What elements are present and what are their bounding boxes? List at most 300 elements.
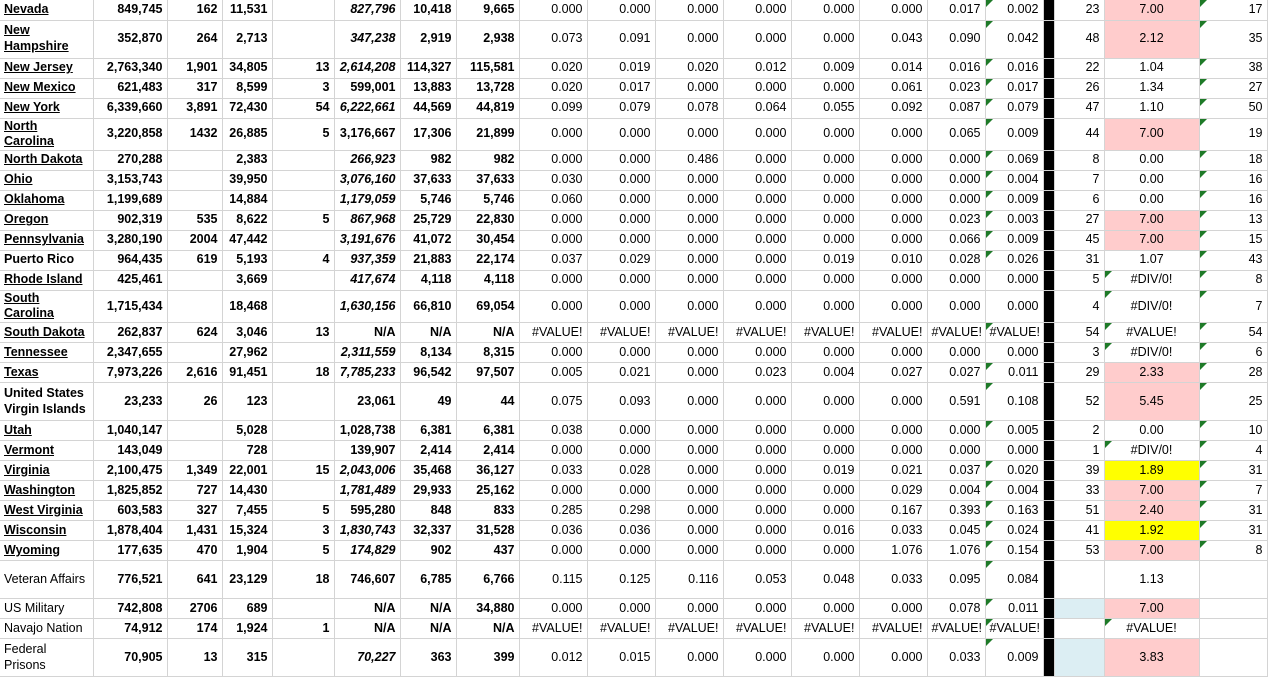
rate-cell-4[interactable]: 0.000	[723, 501, 791, 521]
rate-cell-3[interactable]: 0.000	[655, 441, 723, 461]
rank2-cell[interactable]: 19	[1199, 118, 1267, 150]
rate-cell-3[interactable]: 0.000	[655, 599, 723, 619]
value-cell-e[interactable]: 266,923	[334, 150, 400, 170]
rate-cell-2[interactable]: 0.000	[587, 150, 655, 170]
rank-cell[interactable]: 47	[1054, 98, 1104, 118]
value-cell-b[interactable]	[167, 421, 222, 441]
rate-cell-1[interactable]: 0.033	[519, 461, 587, 481]
jurisdiction-link[interactable]: New Mexico	[4, 80, 76, 95]
jurisdiction-name-cell[interactable]	[0, 78, 93, 98]
rate-cell-4[interactable]: 0.000	[723, 343, 791, 363]
value-cell-e[interactable]: 599,001	[334, 78, 400, 98]
rate-cell-5[interactable]: 0.000	[791, 270, 859, 290]
rate-cell-7[interactable]: 0.066	[927, 230, 985, 250]
rate-cell-4[interactable]: 0.000	[723, 190, 791, 210]
rate-cell-2[interactable]: 0.028	[587, 461, 655, 481]
rank-cell[interactable]: 2	[1054, 421, 1104, 441]
jurisdiction-name-cell[interactable]	[0, 270, 93, 290]
rate-cell-4[interactable]: 0.000	[723, 521, 791, 541]
rate-cell-3[interactable]: 0.000	[655, 170, 723, 190]
total-tests-cell[interactable]: 270,288	[93, 150, 167, 170]
jurisdiction-link[interactable]: South Dakota	[4, 324, 85, 339]
value-cell-g[interactable]: 44,819	[456, 98, 519, 118]
total-tests-cell[interactable]: 603,583	[93, 501, 167, 521]
rate-cell-8[interactable]: 0.004	[985, 481, 1043, 501]
total-tests-cell[interactable]: 7,973,226	[93, 363, 167, 383]
jurisdiction-link[interactable]: New Hampshire	[4, 23, 69, 53]
rate-cell-1[interactable]: 0.000	[519, 441, 587, 461]
rate-cell-4[interactable]: 0.064	[723, 98, 791, 118]
rate-cell-6[interactable]: 0.000	[859, 599, 927, 619]
rate-cell-3[interactable]: 0.000	[655, 501, 723, 521]
value-cell-f[interactable]: 29,933	[400, 481, 456, 501]
rate-cell-6[interactable]: 0.000	[859, 383, 927, 421]
rank2-cell[interactable]: 16	[1199, 190, 1267, 210]
rate-cell-2[interactable]: 0.298	[587, 501, 655, 521]
jurisdiction-name-cell[interactable]	[0, 441, 93, 461]
value-cell-d[interactable]	[272, 481, 334, 501]
score-cell[interactable]: #DIV/0!	[1104, 343, 1199, 363]
value-cell-e[interactable]: 7,785,233	[334, 363, 400, 383]
rate-cell-6[interactable]: 0.061	[859, 78, 927, 98]
rate-cell-4[interactable]: #VALUE!	[723, 323, 791, 343]
rank-cell[interactable]: 7	[1054, 170, 1104, 190]
rate-cell-3[interactable]: 0.000	[655, 20, 723, 58]
rate-cell-2[interactable]: 0.091	[587, 20, 655, 58]
value-cell-d[interactable]: 4	[272, 250, 334, 270]
rate-cell-8[interactable]: 0.011	[985, 599, 1043, 619]
table-row[interactable]	[0, 501, 1267, 521]
value-cell-d[interactable]	[272, 230, 334, 250]
rank2-cell[interactable]: 10	[1199, 421, 1267, 441]
rate-cell-3[interactable]: 0.000	[655, 250, 723, 270]
rank-cell[interactable]: 33	[1054, 481, 1104, 501]
rate-cell-7[interactable]: 0.037	[927, 461, 985, 481]
rate-cell-1[interactable]: 0.020	[519, 78, 587, 98]
value-cell-d[interactable]	[272, 170, 334, 190]
rate-cell-8[interactable]: 0.000	[985, 290, 1043, 322]
rank-cell[interactable]: 22	[1054, 58, 1104, 78]
value-cell-e[interactable]: N/A	[334, 323, 400, 343]
total-tests-cell[interactable]: 2,347,655	[93, 343, 167, 363]
score-cell[interactable]: 1.34	[1104, 78, 1199, 98]
rate-cell-8[interactable]: 0.026	[985, 250, 1043, 270]
rate-cell-2[interactable]: 0.021	[587, 363, 655, 383]
rank-cell[interactable]	[1054, 619, 1104, 639]
rank-cell[interactable]: 48	[1054, 20, 1104, 58]
rate-cell-6[interactable]: #VALUE!	[859, 619, 927, 639]
value-cell-c[interactable]: 8,599	[222, 78, 272, 98]
rate-cell-6[interactable]: 0.000	[859, 150, 927, 170]
score-cell[interactable]: 0.00	[1104, 190, 1199, 210]
table-row[interactable]	[0, 250, 1267, 270]
rate-cell-5[interactable]: 0.000	[791, 118, 859, 150]
rate-cell-7[interactable]: 0.017	[927, 0, 985, 20]
rate-cell-5[interactable]: 0.000	[791, 150, 859, 170]
rate-cell-8[interactable]: 0.154	[985, 541, 1043, 561]
rate-cell-4[interactable]: 0.000	[723, 541, 791, 561]
total-tests-cell[interactable]: 1,878,404	[93, 521, 167, 541]
rate-cell-2[interactable]: 0.015	[587, 639, 655, 677]
rate-cell-2[interactable]: 0.093	[587, 383, 655, 421]
rate-cell-8[interactable]: #VALUE!	[985, 323, 1043, 343]
rate-cell-1[interactable]: 0.030	[519, 170, 587, 190]
rate-cell-5[interactable]: 0.000	[791, 421, 859, 441]
rate-cell-4[interactable]: 0.000	[723, 639, 791, 677]
value-cell-f[interactable]: 5,746	[400, 190, 456, 210]
value-cell-d[interactable]	[272, 270, 334, 290]
value-cell-d[interactable]	[272, 290, 334, 322]
jurisdiction-name-cell[interactable]	[0, 481, 93, 501]
value-cell-c[interactable]: 2,713	[222, 20, 272, 58]
rate-cell-4[interactable]: 0.000	[723, 270, 791, 290]
rate-cell-1[interactable]: 0.000	[519, 230, 587, 250]
rank2-cell[interactable]	[1199, 599, 1267, 619]
jurisdiction-name-cell[interactable]	[0, 250, 93, 270]
jurisdiction-link[interactable]: Washington	[4, 482, 76, 497]
value-cell-g[interactable]: 6,381	[456, 421, 519, 441]
value-cell-b[interactable]: 2706	[167, 599, 222, 619]
rank2-cell[interactable]: 16	[1199, 170, 1267, 190]
total-tests-cell[interactable]: 74,912	[93, 619, 167, 639]
table-row[interactable]	[0, 461, 1267, 481]
value-cell-g[interactable]: 34,880	[456, 599, 519, 619]
score-cell[interactable]: #DIV/0!	[1104, 270, 1199, 290]
value-cell-e[interactable]: 174,829	[334, 541, 400, 561]
rate-cell-5[interactable]: 0.000	[791, 599, 859, 619]
rank2-cell[interactable]: 28	[1199, 363, 1267, 383]
value-cell-g[interactable]: 833	[456, 501, 519, 521]
jurisdiction-link[interactable]: Nevada	[4, 1, 49, 16]
value-cell-e[interactable]: 827,796	[334, 0, 400, 20]
value-cell-f[interactable]: 4,118	[400, 270, 456, 290]
rate-cell-2[interactable]: 0.079	[587, 98, 655, 118]
rate-cell-7[interactable]: 1.076	[927, 541, 985, 561]
rate-cell-4[interactable]: 0.000	[723, 78, 791, 98]
rate-cell-6[interactable]: #VALUE!	[859, 323, 927, 343]
rate-cell-8[interactable]: 0.079	[985, 98, 1043, 118]
jurisdiction-link[interactable]: South Carolina	[4, 290, 55, 321]
value-cell-d[interactable]	[272, 599, 334, 619]
score-cell[interactable]: 2.12	[1104, 20, 1199, 58]
value-cell-d[interactable]: 13	[272, 58, 334, 78]
rate-cell-8[interactable]: 0.004	[985, 170, 1043, 190]
value-cell-g[interactable]: 21,899	[456, 118, 519, 150]
value-cell-e[interactable]: 1,781,489	[334, 481, 400, 501]
value-cell-f[interactable]: 41,072	[400, 230, 456, 250]
rate-cell-2[interactable]: 0.125	[587, 561, 655, 599]
value-cell-c[interactable]: 91,451	[222, 363, 272, 383]
rate-cell-3[interactable]: 0.000	[655, 118, 723, 150]
total-tests-cell[interactable]: 262,837	[93, 323, 167, 343]
rate-cell-2[interactable]: 0.000	[587, 230, 655, 250]
value-cell-d[interactable]	[272, 20, 334, 58]
jurisdiction-name-cell[interactable]	[0, 323, 93, 343]
table-row[interactable]	[0, 421, 1267, 441]
value-cell-c[interactable]: 5,193	[222, 250, 272, 270]
rank-cell[interactable]: 31	[1054, 250, 1104, 270]
rank2-cell[interactable]: 8	[1199, 541, 1267, 561]
rate-cell-3[interactable]: 0.000	[655, 481, 723, 501]
value-cell-f[interactable]: 17,306	[400, 118, 456, 150]
rate-cell-3[interactable]: #VALUE!	[655, 323, 723, 343]
value-cell-c[interactable]: 14,884	[222, 190, 272, 210]
value-cell-c[interactable]: 18,468	[222, 290, 272, 322]
value-cell-c[interactable]: 3,046	[222, 323, 272, 343]
rate-cell-1[interactable]: 0.000	[519, 599, 587, 619]
value-cell-f[interactable]: 982	[400, 150, 456, 170]
rate-cell-3[interactable]: 0.116	[655, 561, 723, 599]
value-cell-e[interactable]: 1,630,156	[334, 290, 400, 322]
rate-cell-5[interactable]: 0.000	[791, 230, 859, 250]
value-cell-e[interactable]: 6,222,661	[334, 98, 400, 118]
value-cell-g[interactable]: 31,528	[456, 521, 519, 541]
total-tests-cell[interactable]: 2,100,475	[93, 461, 167, 481]
value-cell-d[interactable]: 15	[272, 461, 334, 481]
value-cell-e[interactable]: 3,191,676	[334, 230, 400, 250]
rate-cell-8[interactable]: 0.069	[985, 150, 1043, 170]
rate-cell-4[interactable]: #VALUE!	[723, 619, 791, 639]
total-tests-cell[interactable]: 621,483	[93, 78, 167, 98]
rate-cell-6[interactable]: 0.043	[859, 20, 927, 58]
rate-cell-4[interactable]: 0.000	[723, 441, 791, 461]
rate-cell-4[interactable]: 0.000	[723, 421, 791, 441]
rate-cell-6[interactable]: 0.000	[859, 230, 927, 250]
value-cell-c[interactable]: 8,622	[222, 210, 272, 230]
value-cell-e[interactable]: 417,674	[334, 270, 400, 290]
rate-cell-7[interactable]: 0.000	[927, 343, 985, 363]
rank-cell[interactable]: 27	[1054, 210, 1104, 230]
rate-cell-6[interactable]: 0.000	[859, 190, 927, 210]
table-row[interactable]	[0, 599, 1267, 619]
rate-cell-8[interactable]: 0.011	[985, 363, 1043, 383]
value-cell-g[interactable]: 2,414	[456, 441, 519, 461]
value-cell-b[interactable]: 2,616	[167, 363, 222, 383]
rate-cell-7[interactable]: 0.065	[927, 118, 985, 150]
value-cell-g[interactable]: 37,633	[456, 170, 519, 190]
value-cell-d[interactable]: 5	[272, 541, 334, 561]
total-tests-cell[interactable]: 742,808	[93, 599, 167, 619]
rank2-cell[interactable]: 50	[1199, 98, 1267, 118]
jurisdiction-name-cell[interactable]	[0, 421, 93, 441]
rate-cell-1[interactable]: 0.037	[519, 250, 587, 270]
rate-cell-3[interactable]: 0.000	[655, 230, 723, 250]
value-cell-e[interactable]: 867,968	[334, 210, 400, 230]
value-cell-f[interactable]: 2,919	[400, 20, 456, 58]
value-cell-f[interactable]: N/A	[400, 599, 456, 619]
score-cell[interactable]: 5.45	[1104, 383, 1199, 421]
value-cell-d[interactable]: 54	[272, 98, 334, 118]
value-cell-g[interactable]: 44	[456, 383, 519, 421]
rank2-cell[interactable]: 25	[1199, 383, 1267, 421]
score-cell[interactable]: #DIV/0!	[1104, 441, 1199, 461]
score-cell[interactable]: 1.13	[1104, 561, 1199, 599]
rank-cell[interactable]: 51	[1054, 501, 1104, 521]
rate-cell-4[interactable]: 0.000	[723, 230, 791, 250]
score-cell[interactable]: 0.00	[1104, 421, 1199, 441]
jurisdiction-name-cell[interactable]	[0, 98, 93, 118]
value-cell-f[interactable]: 21,883	[400, 250, 456, 270]
rate-cell-7[interactable]: 0.000	[927, 190, 985, 210]
value-cell-b[interactable]: 470	[167, 541, 222, 561]
value-cell-f[interactable]: 8,134	[400, 343, 456, 363]
rate-cell-7[interactable]: 0.045	[927, 521, 985, 541]
jurisdiction-link[interactable]: North Carolina	[4, 118, 55, 149]
rate-cell-7[interactable]: 0.078	[927, 599, 985, 619]
value-cell-c[interactable]: 23,129	[222, 561, 272, 599]
rate-cell-6[interactable]: 0.021	[859, 461, 927, 481]
rate-cell-6[interactable]: 0.000	[859, 210, 927, 230]
rate-cell-6[interactable]: 0.092	[859, 98, 927, 118]
total-tests-cell[interactable]: 6,339,660	[93, 98, 167, 118]
rate-cell-2[interactable]: 0.000	[587, 441, 655, 461]
rank2-cell[interactable]: 31	[1199, 461, 1267, 481]
score-cell[interactable]: 1.07	[1104, 250, 1199, 270]
value-cell-b[interactable]: 3,891	[167, 98, 222, 118]
rank-cell[interactable]: 29	[1054, 363, 1104, 383]
rate-cell-3[interactable]: 0.000	[655, 363, 723, 383]
value-cell-c[interactable]: 2,383	[222, 150, 272, 170]
value-cell-e[interactable]: 937,359	[334, 250, 400, 270]
rate-cell-8[interactable]: 0.016	[985, 58, 1043, 78]
rate-cell-5[interactable]: 0.000	[791, 481, 859, 501]
value-cell-b[interactable]: 535	[167, 210, 222, 230]
rate-cell-7[interactable]: 0.591	[927, 383, 985, 421]
score-cell[interactable]: #VALUE!	[1104, 323, 1199, 343]
rate-cell-5[interactable]: 0.000	[791, 639, 859, 677]
rate-cell-2[interactable]: 0.000	[587, 541, 655, 561]
rate-cell-2[interactable]: 0.000	[587, 270, 655, 290]
rate-cell-7[interactable]: 0.095	[927, 561, 985, 599]
value-cell-f[interactable]: 49	[400, 383, 456, 421]
value-cell-g[interactable]: 5,746	[456, 190, 519, 210]
rank-cell[interactable]: 8	[1054, 150, 1104, 170]
score-cell[interactable]: 7.00	[1104, 0, 1199, 20]
score-cell[interactable]: 0.00	[1104, 170, 1199, 190]
rate-cell-8[interactable]: 0.000	[985, 343, 1043, 363]
rate-cell-2[interactable]: 0.000	[587, 190, 655, 210]
value-cell-c[interactable]: 1,904	[222, 541, 272, 561]
rate-cell-6[interactable]: 0.033	[859, 561, 927, 599]
rate-cell-4[interactable]: 0.000	[723, 250, 791, 270]
rate-cell-7[interactable]: #VALUE!	[927, 323, 985, 343]
rank-cell[interactable]: 3	[1054, 343, 1104, 363]
rank-cell[interactable]: 26	[1054, 78, 1104, 98]
jurisdiction-link[interactable]: Oregon	[4, 212, 49, 227]
rate-cell-3[interactable]: 0.000	[655, 541, 723, 561]
rate-cell-6[interactable]: 1.076	[859, 541, 927, 561]
value-cell-e[interactable]: 1,028,738	[334, 421, 400, 441]
rate-cell-3[interactable]: 0.000	[655, 0, 723, 20]
table-row[interactable]	[0, 118, 1267, 150]
rate-cell-1[interactable]: 0.012	[519, 639, 587, 677]
rate-cell-6[interactable]: 0.027	[859, 363, 927, 383]
rank-cell[interactable]: 53	[1054, 541, 1104, 561]
total-tests-cell[interactable]: 1,040,147	[93, 421, 167, 441]
rate-cell-7[interactable]: 0.023	[927, 78, 985, 98]
jurisdiction-link[interactable]: New Jersey	[4, 60, 73, 75]
rate-cell-5[interactable]: 0.016	[791, 521, 859, 541]
value-cell-f[interactable]: 363	[400, 639, 456, 677]
rank2-cell[interactable]: 31	[1199, 501, 1267, 521]
score-cell[interactable]: 7.00	[1104, 230, 1199, 250]
jurisdiction-name-cell[interactable]	[0, 461, 93, 481]
rate-cell-8[interactable]: #VALUE!	[985, 619, 1043, 639]
value-cell-f[interactable]: N/A	[400, 619, 456, 639]
rank2-cell[interactable]: 31	[1199, 521, 1267, 541]
table-row[interactable]	[0, 323, 1267, 343]
rank-cell[interactable]: 54	[1054, 323, 1104, 343]
rate-cell-4[interactable]: 0.000	[723, 118, 791, 150]
rate-cell-2[interactable]: 0.017	[587, 78, 655, 98]
table-row[interactable]	[0, 98, 1267, 118]
rate-cell-3[interactable]: 0.000	[655, 461, 723, 481]
rate-cell-4[interactable]: 0.000	[723, 383, 791, 421]
rank2-cell[interactable]: 35	[1199, 20, 1267, 58]
value-cell-b[interactable]: 264	[167, 20, 222, 58]
jurisdiction-link[interactable]: Vermont	[4, 442, 55, 457]
value-cell-c[interactable]: 123	[222, 383, 272, 421]
score-cell[interactable]: 7.00	[1104, 118, 1199, 150]
total-tests-cell[interactable]: 352,870	[93, 20, 167, 58]
jurisdiction-link[interactable]: North Dakota	[4, 152, 83, 167]
value-cell-c[interactable]: 26,885	[222, 118, 272, 150]
value-cell-c[interactable]: 22,001	[222, 461, 272, 481]
rate-cell-8[interactable]: 0.108	[985, 383, 1043, 421]
rate-cell-6[interactable]: 0.000	[859, 639, 927, 677]
rate-cell-6[interactable]: 0.000	[859, 441, 927, 461]
jurisdiction-name-cell[interactable]	[0, 170, 93, 190]
rate-cell-7[interactable]: 0.000	[927, 150, 985, 170]
value-cell-d[interactable]	[272, 343, 334, 363]
total-tests-cell[interactable]: 902,319	[93, 210, 167, 230]
rate-cell-7[interactable]: 0.000	[927, 421, 985, 441]
rate-cell-5[interactable]: #VALUE!	[791, 619, 859, 639]
jurisdiction-name-cell[interactable]	[0, 383, 93, 421]
rate-cell-5[interactable]: 0.009	[791, 58, 859, 78]
rank-cell[interactable]: 52	[1054, 383, 1104, 421]
rate-cell-6[interactable]: 0.000	[859, 290, 927, 322]
score-cell[interactable]: 0.00	[1104, 150, 1199, 170]
value-cell-e[interactable]: 139,907	[334, 441, 400, 461]
rate-cell-3[interactable]: #VALUE!	[655, 619, 723, 639]
value-cell-c[interactable]: 14,430	[222, 481, 272, 501]
value-cell-g[interactable]: 437	[456, 541, 519, 561]
value-cell-c[interactable]: 5,028	[222, 421, 272, 441]
jurisdiction-name-cell[interactable]	[0, 363, 93, 383]
rate-cell-4[interactable]: 0.000	[723, 150, 791, 170]
value-cell-d[interactable]	[272, 190, 334, 210]
rate-cell-5[interactable]: 0.000	[791, 210, 859, 230]
value-cell-c[interactable]: 728	[222, 441, 272, 461]
jurisdiction-name-cell[interactable]	[0, 210, 93, 230]
rate-cell-1[interactable]: 0.020	[519, 58, 587, 78]
rate-cell-6[interactable]: 0.029	[859, 481, 927, 501]
table-row[interactable]	[0, 270, 1267, 290]
value-cell-g[interactable]: 982	[456, 150, 519, 170]
jurisdiction-name-cell[interactable]	[0, 190, 93, 210]
rate-cell-1[interactable]: 0.000	[519, 118, 587, 150]
rate-cell-8[interactable]: 0.017	[985, 78, 1043, 98]
rate-cell-7[interactable]: 0.087	[927, 98, 985, 118]
value-cell-d[interactable]: 13	[272, 323, 334, 343]
rank-cell[interactable]: 4	[1054, 290, 1104, 322]
jurisdiction-name-cell[interactable]	[0, 230, 93, 250]
value-cell-d[interactable]	[272, 639, 334, 677]
value-cell-g[interactable]: 69,054	[456, 290, 519, 322]
rate-cell-8[interactable]: 0.009	[985, 118, 1043, 150]
rate-cell-7[interactable]: #VALUE!	[927, 619, 985, 639]
